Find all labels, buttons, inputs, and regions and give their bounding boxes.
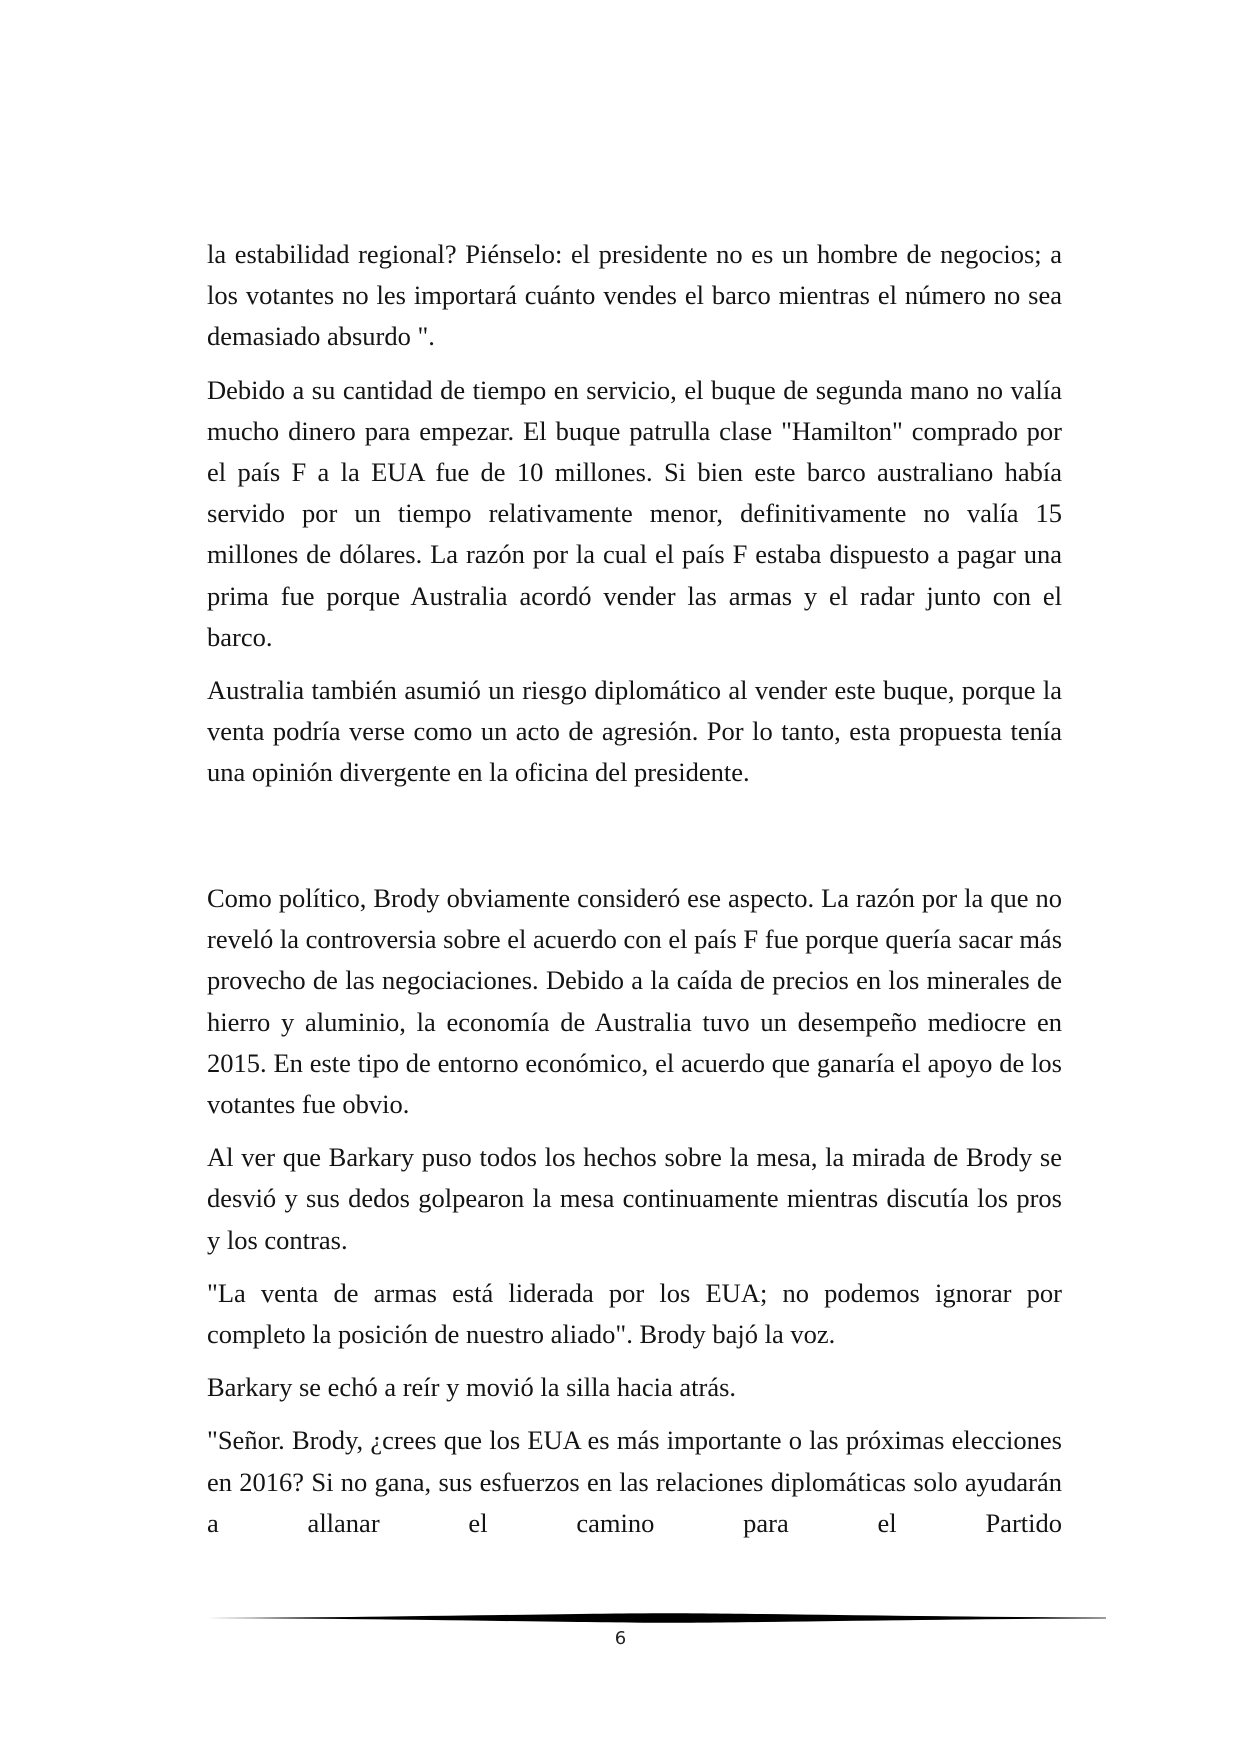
paragraph: "Señor. Brody, ¿crees que los EUA es más importante o las próximas elecciones en 2016? Si no gana, sus esfuerzos en las relaciones diplomáticas solo ayudarán a allanar el camino para el Partido — [207, 1425, 1062, 1538]
text-section-top — [207, 234, 1062, 806]
paragraph: "La venta de armas está liderada por los EUA; no podemos ignorar por completo la posición de nuestro aliado". Brody bajó la voz. — [207, 1277, 1062, 1350]
paragraph: Al ver que Barkary puso todos los hechos sobre la mesa, la mirada de Brody se desvió y sus dedos golpearon la mesa continuamente mientras discutía los pros y los contras. — [207, 1142, 1062, 1255]
paragraph: la estabilidad regional? Piénselo: el presidente no es un hombre de negocios; a los votantes no les importará cuánto vendes el barco mientras el número no sea demasiado absurdo ". — [207, 239, 1062, 352]
paragraph: Barkary se echó a reír y movió la silla hacia atrás. — [207, 1372, 737, 1403]
paragraph: Debido a su cantidad de tiempo en servicio, el buque de segunda mano no valía mucho dinero para empezar. El buque patrulla clase "Hamilton" comprado por el país F a la EUA fue de 10 millones. Si bien este barco australiano había servido por un tiempo relativamente menor, definitivamente no valía 15 millones de dólares. La razón por la cual el país F estaba dispuesto a pagar una prima fue porque Australia acordó vender las armas y el radar junto con el barco. — [207, 374, 1062, 652]
paragraph: Como político, Brody obviamente consideró ese aspecto. La razón por la que no reveló la controversia sobre el acuerdo con el país F fue porque quería sacar más provecho de las negociaciones. Debido a la caída de precios en los minerales de hierro y aluminio, la economía de Australia tuvo un desempeño mediocre en 2015. En este tipo de entorno económico, el acuerdo que ganaría el apoyo de los votantes fue obvio. — [207, 883, 1063, 1120]
footer-divider — [207, 1612, 1106, 1624]
page-number: 6 — [614, 1628, 627, 1649]
paragraph: Australia también asumió un riesgo diplomático al vender este buque, porque la venta podría verse como un acto de agresión. Por lo tanto, esta propuesta tenía una opinión divergente en la oficina del presidente. — [207, 675, 1062, 788]
footer-divider-shape — [207, 1613, 1106, 1623]
text-section-bottom — [207, 878, 1062, 1556]
